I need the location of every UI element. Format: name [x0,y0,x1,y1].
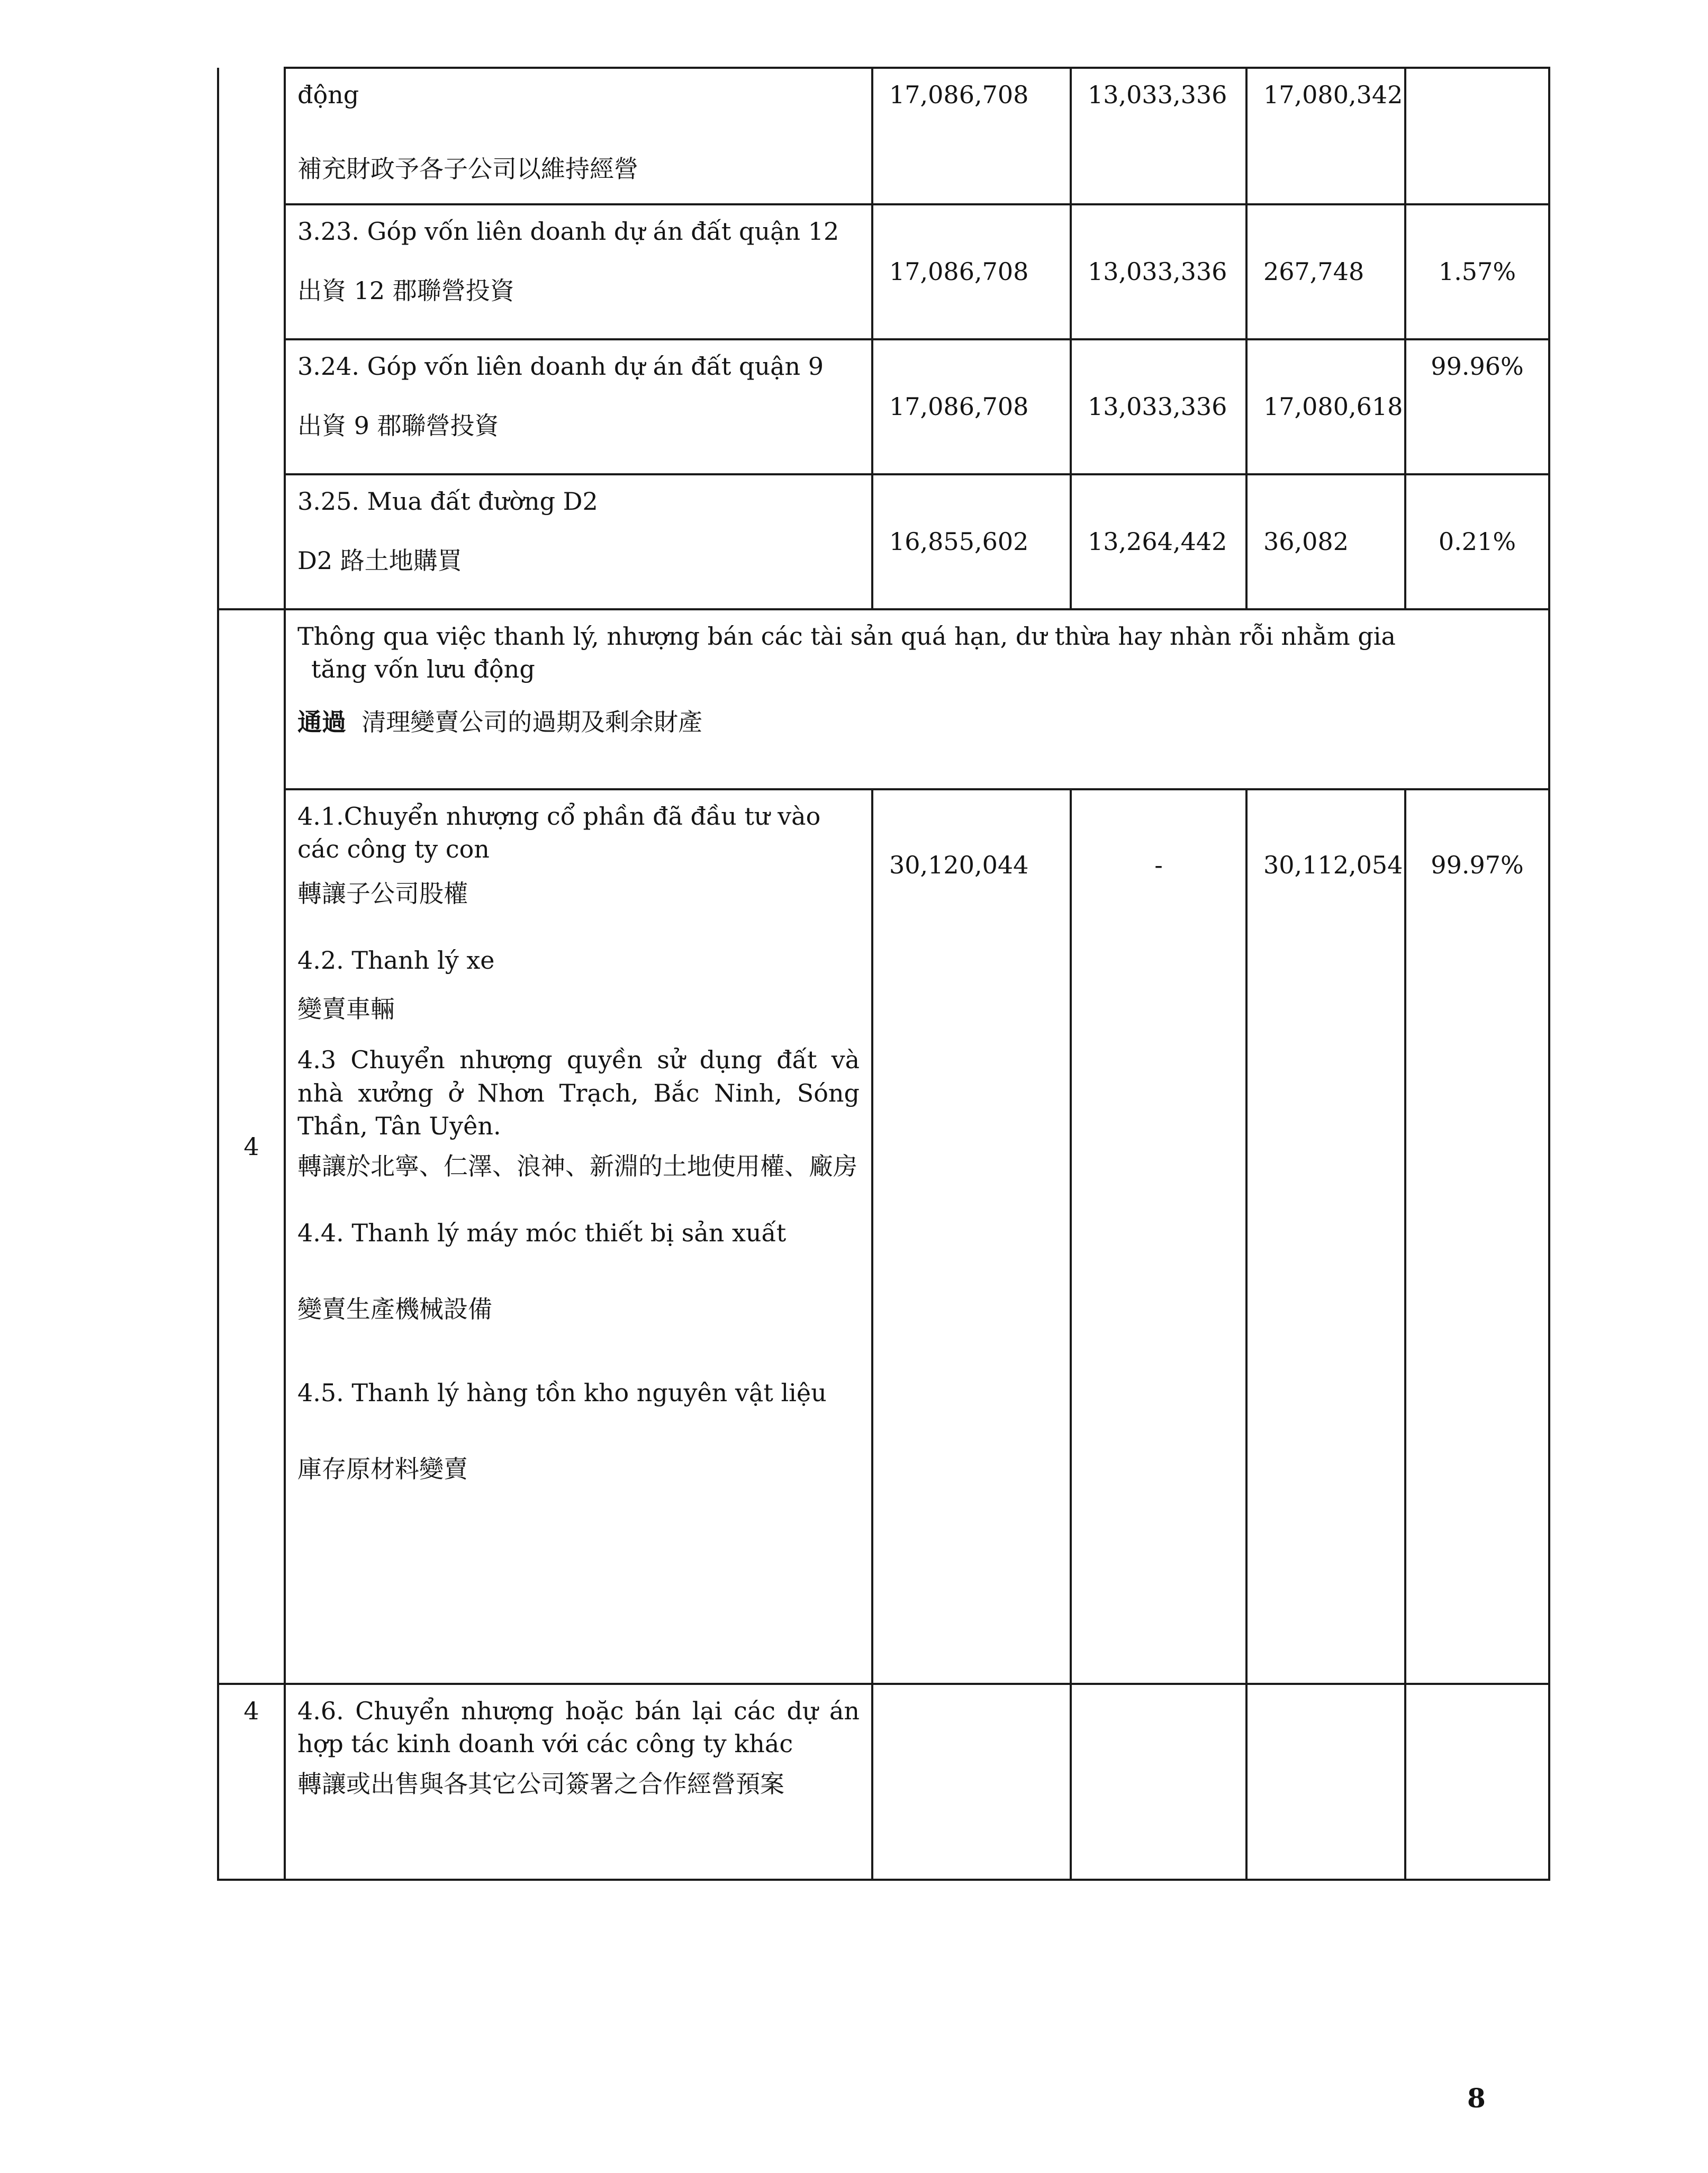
item-cn: 轉讓於北寧、仁澤、浪神、新淵的土地使用權、廠房 [297,1151,857,1180]
percent [1405,68,1549,204]
list-item [297,1376,860,1485]
value-3: 267,748 [1246,204,1405,339]
percent: 99.97% [1405,789,1549,1684]
value-3: 17,080,618 [1246,339,1405,474]
item-vi: 4.1.Chuyển nhượng cổ phần đã đầu tư vào các công ty con [297,802,821,864]
section-heading [285,609,1549,789]
value-2: 13,264,442 [1071,474,1246,609]
item-cn: 變賣生產機械設備 [297,1294,492,1323]
value-1: 17,086,708 [872,204,1071,339]
item-cn: D2 路土地購買 [297,546,462,575]
item-cell [285,68,872,204]
item-vi: 4.2. Thanh lý xe [297,946,495,975]
item-cn: 轉讓或出售與各其它公司簽署之合作經營預案 [297,1770,784,1799]
item-vi: 4.4. Thanh lý máy móc thiết bị sản xuất [297,1218,787,1247]
item-list-cell [285,789,872,1684]
item-vi: 3.24. Góp vốn liên doanh dự án đất quận 9 [297,352,824,381]
value-1: 17,086,708 [872,68,1071,204]
table-row [218,789,1549,1684]
heading-vi-line2: tăng vốn lưu động [311,655,535,684]
percent: 99.96% [1405,339,1549,474]
item-cn: 轉讓子公司股權 [297,879,468,908]
percent [1405,1684,1549,1880]
item-vi: 3.23. Góp vốn liên doanh dự án đất quận 12 [297,217,839,246]
value-1: 17,086,708 [872,339,1071,474]
page-number: 8 [1467,2082,1486,2114]
item-cn: 出資 12 郡聯營投資 [297,276,514,305]
budget-table [217,67,1550,1881]
list-item [297,1216,860,1326]
value-2: - [1071,789,1246,1684]
list-item [297,1043,860,1182]
item-vi: 4.6. Chuyển nhượng hoặc bán lại các dự án hợp tác kinh doanh với các công ty khác [297,1697,860,1759]
table-row [218,339,1549,474]
item-cell [285,474,872,609]
item-vi: 3.25. Mua đất đường D2 [297,487,598,516]
table-row [218,68,1549,204]
stt-cell: 4 [218,609,285,1684]
value-1: 30,120,044 [872,789,1071,1684]
item-cell [285,339,872,474]
item-cn: 變賣車輛 [297,995,395,1024]
table-row [218,1684,1549,1880]
item-cn: 庫存原材料變賣 [297,1455,468,1484]
heading-cn [297,706,1537,738]
value-1: 16,855,602 [872,474,1071,609]
value-3 [1246,1684,1405,1880]
table-row [218,204,1549,339]
item-vi: 4.3 Chuyển nhượng quyền sử dụng đất và nhà xưởng ở Nhơn Trạch, Bắc Ninh, Sóng Thần, Tân Uyên. [297,1045,860,1140]
list-item [297,800,860,910]
value-2 [1071,1684,1246,1880]
stt-cell [218,68,285,609]
section-heading-row [218,609,1549,789]
value-2: 13,033,336 [1071,68,1246,204]
item-cn: 出資 9 郡聯營投資 [297,411,499,440]
percent: 0.21% [1405,474,1549,609]
item-vi: 4.5. Thanh lý hàng tồn kho nguyên vật liệu [297,1378,827,1408]
stt-cell: 4 [218,1684,285,1880]
heading-vi-line1: Thông qua việc thanh lý, nhượng bán các tài sản quá hạn, dư thừa hay nhàn rỗi nhằm gia [297,622,1396,651]
value-3: 36,082 [1246,474,1405,609]
percent: 1.57% [1405,204,1549,339]
value-3: 17,080,342 [1246,68,1405,204]
table-row [218,474,1549,609]
heading-cn-rest: 清理變賣公司的過期及剩余財產 [362,708,703,737]
value-1 [872,1684,1071,1880]
item-cell [285,1684,872,1880]
value-2: 13,033,336 [1071,339,1246,474]
value-2: 13,033,336 [1071,204,1246,339]
value-3: 30,112,054 [1246,789,1405,1684]
item-cn: 補充財政予各子公司以維持經營 [297,155,638,184]
list-item [297,944,860,1025]
item-cell [285,204,872,339]
item-vi: động [297,80,359,109]
heading-cn-bold: 通過 [297,708,346,737]
